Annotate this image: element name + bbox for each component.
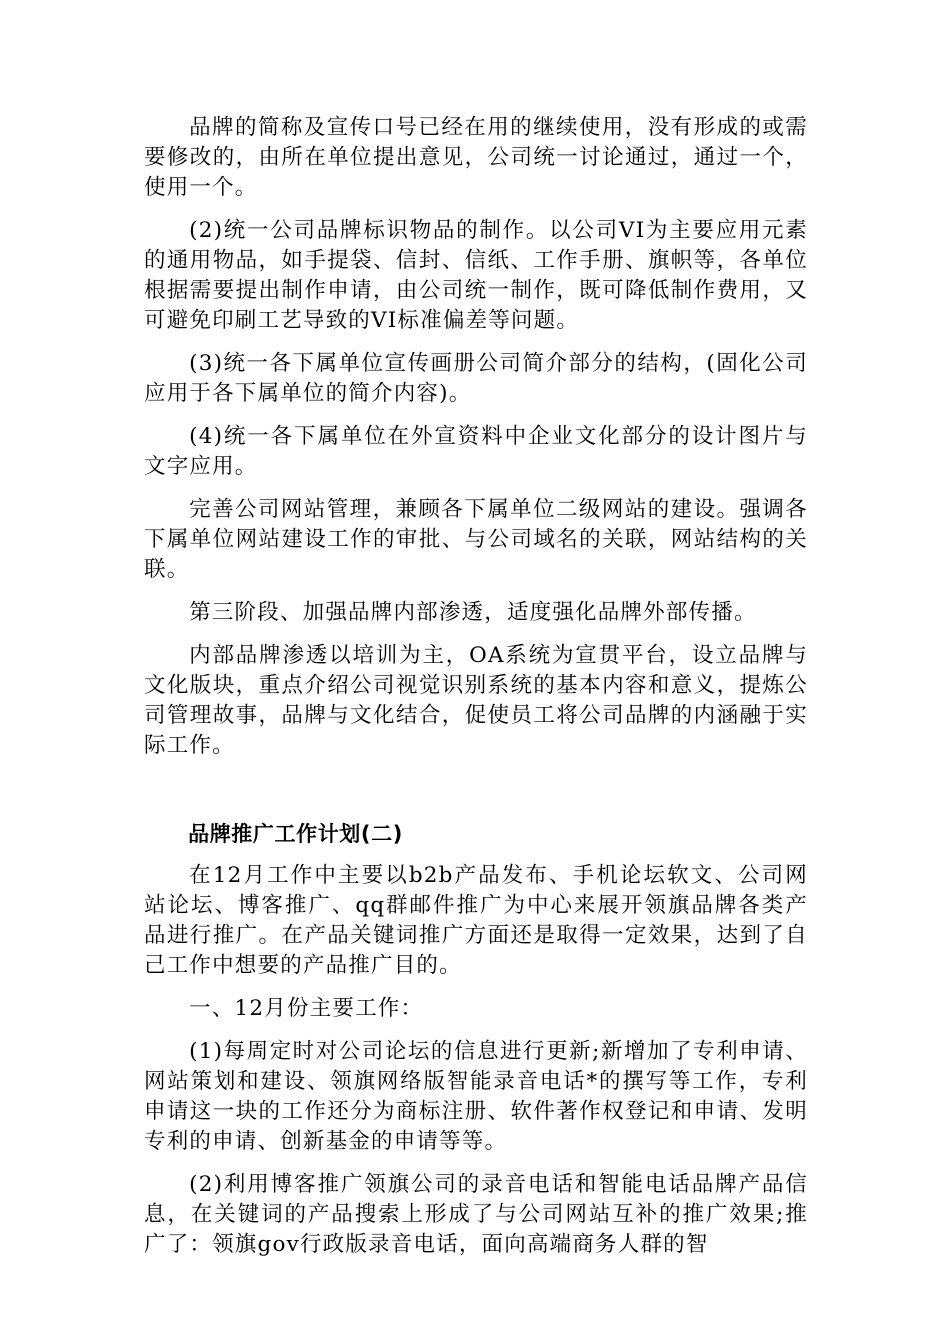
paragraph: 完善公司网站管理，兼顾各下属单位二级网站的建设。强调各下属单位网站建设工作的审批、与公司域名的关联，网站结构的关联。 — [144, 497, 808, 582]
paragraph: (3)统一各下属单位宣传画册公司简介部分的结构，(固化公司应用于各下属单位的简介内容)。 — [144, 351, 808, 406]
paragraph: 一、12月份主要工作： — [189, 996, 424, 1021]
paragraph: 内部品牌渗透以培训为主，OA系统为宣贯平台，设立品牌与文化版块，重点介绍公司视觉识别系统的基本内容和意义，提炼公司管理故事，品牌与文化结合，促使员工将公司品牌的内涵融于实际工作。 — [144, 643, 808, 758]
paragraph: (2)利用博客推广领旗公司的录音电话和智能电话品牌产品信息，在关键词的产品搜索上形成了与公司网站互补的推广效果;推广了：领旗gov行政版录音电话，面向高端商务人群的智 — [144, 1172, 808, 1257]
paragraph: 第三阶段、加强品牌内部渗透，适度强化品牌外部传播。 — [189, 600, 757, 625]
document-body — [144, 113, 808, 1273]
paragraph: (4)统一各下属单位在外宣资料中企业文化部分的设计图片与文字应用。 — [144, 424, 808, 479]
paragraph: 在12月工作中主要以b2b产品发布、手机论坛软文、公司网站论坛、博客推广、qq群邮件推广为中心来展开领旗品牌各类产品进行推广。在产品关键词推广方面还是取得一定效果，达到了自己工作中想要的产品推广目的。 — [144, 863, 808, 978]
section-heading: 品牌推广工作计划(二) — [188, 822, 403, 846]
paragraph: (2)统一公司品牌标识物品的制作。以公司VI为主要应用元素的通用物品，如手提袋、信封、信纸、工作手册、旗帜等，各单位根据需要提出制作申请，由公司统一制作，既可降低制作费用，又可避免印刷工艺导致的VI标准偏差等问题。 — [144, 218, 808, 333]
paragraph: 品牌的简称及宣传口号已经在用的继续使用，没有形成的或需要修改的，由所在单位提出意见，公司统一讨论通过，通过一个，使用一个。 — [144, 115, 808, 200]
paragraph: (1)每周定时对公司论坛的信息进行更新;新增加了专利申请、网站策划和建设、领旗网络版智能录音电话*的撰写等工作，专利申请这一块的工作还分为商标注册、软件著作权登记和申请、发明专利的申请、创新基金的申请等等。 — [144, 1039, 808, 1154]
